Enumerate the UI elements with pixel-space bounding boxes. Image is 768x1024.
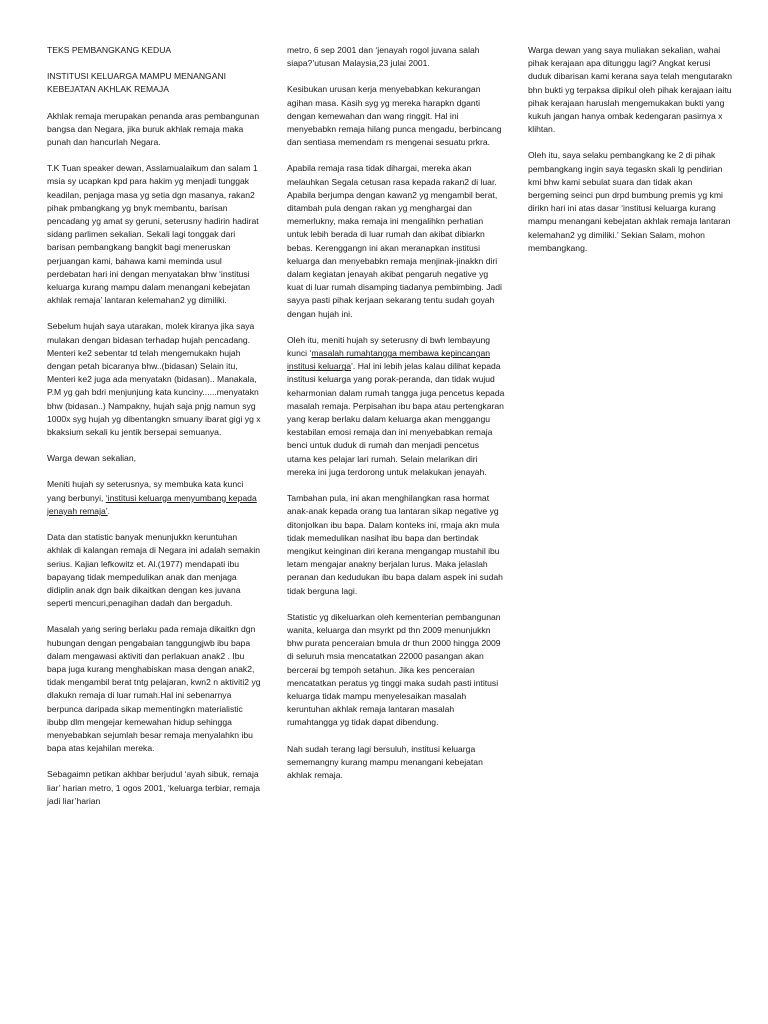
underlined-keyword: masalah rumahtangga membawa kepincangan institusi keluarga (287, 348, 491, 372)
column-3 (528, 44, 733, 268)
paragraph: Sebelum hujah saya utarakan, molek kiranya jika saya mulakan dengan bidasan terhadap hujah pencadang. Menteri ke2 sebentar td telah mengemukakn hujah dengan petah bicaranya bhw..(bidasan) Selain itu, Menteri ke2 juga ada menyatakn (bidasan).. Manakala, P.M yg gah bdri menjunjung kata kunciny......menyatakn bhw (bidasan..) Nampakny, hujah saja pnjg namun syg 1000x syg hujah yg dibentangkn smuany ibarat gigi yg x bkaksium sekali ku jentik bersepai semuanya. (47, 321, 261, 438)
paragraph-text: ’. Hal ini lebih jelas kalau dilihat kepada institusi keluarga yang porak-peranda, dan tidak wujud keharmonian dalam rumah tangga juga pencetus kepada masalah remaja. Perpisahan ibu bapa atau pertengkaran yang kerap berlaku dalam keluarga akan menggangu kestabilan emosi remaja dan ini menyebabkan remaja benci untuk duduk di rumah dan menjadi pencetus utama kes pelajar lari rumah. Selain melarikan diri mereka ini juga terdorong untuk melakukan jenayah. (287, 361, 505, 477)
paragraph: Nah sudah terang lagi bersuluh, institusi keluarga sememangny kurang mampu menangani kebejatan akhlak remaja. (287, 743, 483, 780)
paragraph-text: Meniti hujah sy seterusnya, sy membuka kata kunci yang berbunyi, (47, 479, 244, 503)
paragraph: Kesibukan urusan kerja menyebabkan kekurangan agihan masa. Kasih syg yg mereka harapkn dganti dengan kemewahan dan wang ringgit. Hal ini menyebabkn remaja hilang punca mengadu, berbincang dan sentiasa memendam rs mengenai sesuatu prkra. (287, 84, 502, 148)
paragraph: T.K Tuan speaker dewan, Asslamualaikum dan salam 1 msia sy ucapkan kpd para hakim yg menjadi tunggak keadilan, penjaga masa yg setia dgn masanya, rakan2 pihak pmbangkang yg bnyk membantu, barisan pencadang yg amat sy geruni, seterusny hadirin hadirat sidang parlimen sekalian. Sekali lagi tonggak dari barisan pembangkang bangkit bagi meneruskan perjuangan kami, bahawa kami meminda usul perdebatan hari ini dengan menyatakan bhw ‘institusi keluarga kurang mampu dalam menangani kebejatan akhlak remaja’ lantaran kelemahan2 yg dimiliki. (47, 163, 259, 306)
paragraph: Statistic yg dikeluarkan oleh kementerian pembangunan wanita, keluarga dan msyrkt pd thn 2009 menunjukkn bhw purata penceraian bmula dr thun 2000 hingga 2009 di seluruh msia mencatatkan 22000 pasangan akan bercerai bg tempoh setahun. Jika kes penceraian mencatatkan peratus yg tinggi maka sudah pasti intitusi keluarga tidak mampu menyelesaikan masalah keruntuhan akhlak remaja lantaran masalah rumahtangga yg tidak dapat dibendung. (287, 611, 501, 728)
paragraph (287, 334, 505, 479)
document-title: INSTITUSI KELUARGA MAMPU MENANGANI KEBEJATAN AKHLAK REMAJA (47, 71, 227, 95)
document-heading: TEKS PEMBANGKANG KEDUA (47, 45, 172, 55)
paragraph: Oleh itu, saya selaku pembangkang ke 2 di pihak pembangkang ingin saya tegaskn skali lg pendirian kmi bhw kami sebulat suara dan tidak akan bergeming seinci pun drpd bumbung premis yg kmi dirikn hari ini atas dasar ‘institusi keluarga kurang mampu menangani kebejatan akhlak remaja lantaran kelemahan2 yg dimiliki.’ Sekian Salam, mohon membangkang. (528, 150, 731, 253)
paragraph: Warga dewan yang saya muliakan sekalian, wahai pihak kerajaan apa ditunggu lagi? Angkat kerusi duduk dibarisan kami kerana saya telah mengutarakn bhn bukti yg terpaksa dipikul oleh pihak kerajaan iaitu pihak kerajaan haruslah mengemukakan bukti yang kukuh jangan hanya ombak kedengaran pasirnya x klihtan. (528, 45, 732, 135)
paragraph: Tambahan pula, ini akan menghilangkan rasa hormat anak-anak kepada orang tua lantaran sikap negative yg ditonjolkan ibu bapa. Dalam konteks ini, rmaja akn mula tidak memedulikan nasihat ibu bapa dan bertindak mengikut keinginan diri kerana mengangap mustahil ibu letam mengajar anakny berjalan lurus. Maka jelaslah peranan dan kedudukan ibu bapa dalam aspek ini sudah tidak berguna lagi. (287, 493, 503, 596)
paragraph (47, 478, 262, 518)
underlined-keyword: ‘institusi keluarga menyumbang kepada jenayah remaja’ (47, 492, 257, 516)
column-2 (287, 44, 505, 795)
paragraph: Masalah yang sering berlaku pada remaja dikaitkn dgn hubungan dengan pengabaian tanggungjwb ibu bapa dalam mengawasi aktiviti dan perlakuan anak2 . Ibu bapa juga kurang menghabiskan masa dengan anak2, tidak mengambil berat tntg pelajaran, kwn2 n aktiviti2 yg dlakukn remaja di luar rumah.Hal ini sebenarnya berpunca daripada sikap mementingkn materialistic ibubp dlm mengejar kemewahan hidup sehingga menyebabkan sejumlah besar remaja menyalahkn ibu bapa atas kejahilan mereka. (47, 624, 261, 754)
paragraph: Apabila remaja rasa tidak dihargai, mereka akan melauhkan Segala cetusan rasa kepada rakan2 di luar. Apabila berjumpa dengan kawan2 yg mengambil berat, ditambah pula dengan rakan yg menghargai dan memerlukny, maka remaja ini mengalihkn perhatian untuk lebih berada di luar rumah dan akibat dibiarkn bebas. Kerenggangn ini akan meranapkan institusi keluarga dan menyebabkn remaja menjinak-jinakkn diri dalam kegiatan jenayah akibat pengaruh negative yg kuat di luar rumah disamping tiadanya pembimbing. Jadi sayya pasti pihak kerjaan sekarang tentu sudah goyah dengan hujah ini. (287, 163, 502, 319)
column-1 (47, 44, 262, 821)
paragraph: Data dan statistic banyak menunjukkn keruntuhan akhlak di kalangan remaja di Negara ini adalah semakin serius. Kajian lefkowitz et. Al.(1977) mendapati ibu bapayang tidak mempedulikan anak dan menjaga didiplin anak dgn baik dikaitkan dengan kes juvana seperti mencuri,penagihan dadah dan bergaduh. (47, 532, 261, 609)
paragraph: Warga dewan sekalian, (47, 453, 137, 464)
paragraph-text: Oleh itu, meniti hujah sy seterusny di bwh lembayung kunci ‘ (287, 334, 491, 359)
paragraph: Akhlak remaja merupakan penanda aras pembangunan bangsa dan Negara, jika buruk akhlak remaja maka punah dan hancurlah Negara. (47, 110, 260, 148)
paragraph: metro, 6 sep 2001 dan ‘jenayah rogol juvana salah siapa?’utusan Malaysia,23 julai 2001. (287, 45, 480, 69)
paragraph-text: . (107, 505, 111, 516)
paragraph: Sebagaimn petikan akhbar berjudul ‘ayah sibuk, remaja liar’ harian metro, 1 ogos 2001, ‘keluarga terbiar, remaja jadi liar’harian (47, 769, 261, 806)
